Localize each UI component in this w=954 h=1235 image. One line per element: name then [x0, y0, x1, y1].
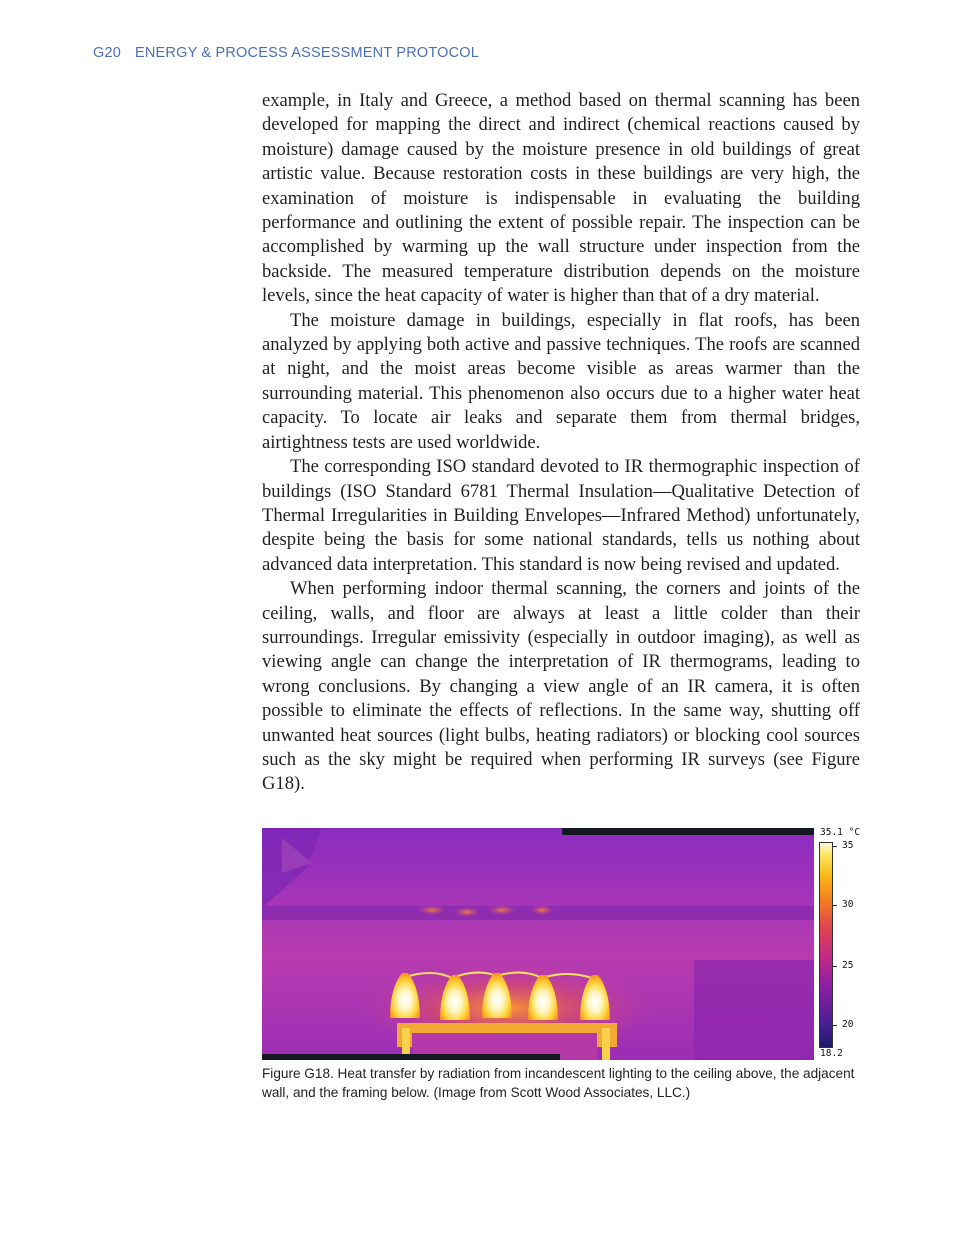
paragraph: The corresponding ISO standard devoted to IR thermographic inspection of buildings (ISO Standard 6781 Thermal Insulation—Qualitative Detection of Thermal Irregularities in Building Envelopes—Infrared Method) unfortunately, despite being the basis for some national standards, tells us nothing about advanced data interpretation. This standard is now being revised and updated.: [262, 456, 860, 575]
body-text: [262, 89, 860, 797]
running-header: [93, 45, 479, 61]
scale-tick-label: 30: [842, 899, 854, 910]
scale-tick-label: 35: [842, 840, 854, 851]
scale-tick: [832, 846, 837, 847]
scale-min-label: 18.2: [820, 1048, 843, 1059]
scale-max-label: 35.1 °C: [820, 827, 861, 838]
running-title: ENERGY & PROCESS ASSESSMENT PROTOCOL: [135, 45, 480, 61]
paragraph: example, in Italy and Greece, a method based on thermal scanning has been developed for mapping the direct and indirect (chemical reactions caused by moisture) damage caused by the moisture presence in old buildings of great artistic value. Because restoration costs in these buildings are very high, the examination of moisture is indispensable in evaluating the building performance and outlining the extent of possible repair. The inspection can be accomplished by warming up the wall structure under inspection from the backside. The measured temperature distribution depends on the moisture levels, since the heat capacity of water is higher than that of a dry material.: [262, 90, 860, 307]
scale-tick: [832, 1025, 837, 1026]
scale-tick-label: 25: [842, 960, 854, 971]
paragraph: The moisture damage in buildings, especially in flat roofs, has been analyzed by applying both active and passive techniques. The roofs are scanned at night, and the moist areas become visible as areas warmer than the surrounding material. This phenomenon also occurs due to a higher water heat capacity. To locate air leaks and separate them from thermal bridges, airtightness tests are used worldwide.: [262, 309, 860, 453]
color-bar: [819, 842, 833, 1048]
paragraph: When performing indoor thermal scanning, the corners and joints of the ceiling, walls, and floor are always at least a little colder than their surroundings. Irregular emissivity (especially in outdoor imaging), as well as viewing angle can change the interpretation of IR thermograms, leading to wrong conclusions. By changing a view angle of an IR camera, it is often possible to eliminate the effects of reflections. In the same way, shutting off unwanted heat sources (light bulbs, heating radiators) or blocking cool sources such as the sky might be required when performing IR surveys (see Figure G18).: [262, 578, 860, 795]
scale-tick: [832, 966, 837, 967]
page-number: G20: [93, 45, 122, 61]
scale-tick-label: 20: [842, 1019, 854, 1030]
temperature-scale: [814, 826, 864, 1062]
scale-tick: [832, 905, 837, 906]
figure-caption: Figure G18. Heat transfer by radiation from incandescent lighting to the ceiling above, the adjacent wall, and the framing below. (Image from Scott Wood Associates, LLC.): [262, 1066, 855, 1100]
thermal-image: [262, 828, 814, 1060]
